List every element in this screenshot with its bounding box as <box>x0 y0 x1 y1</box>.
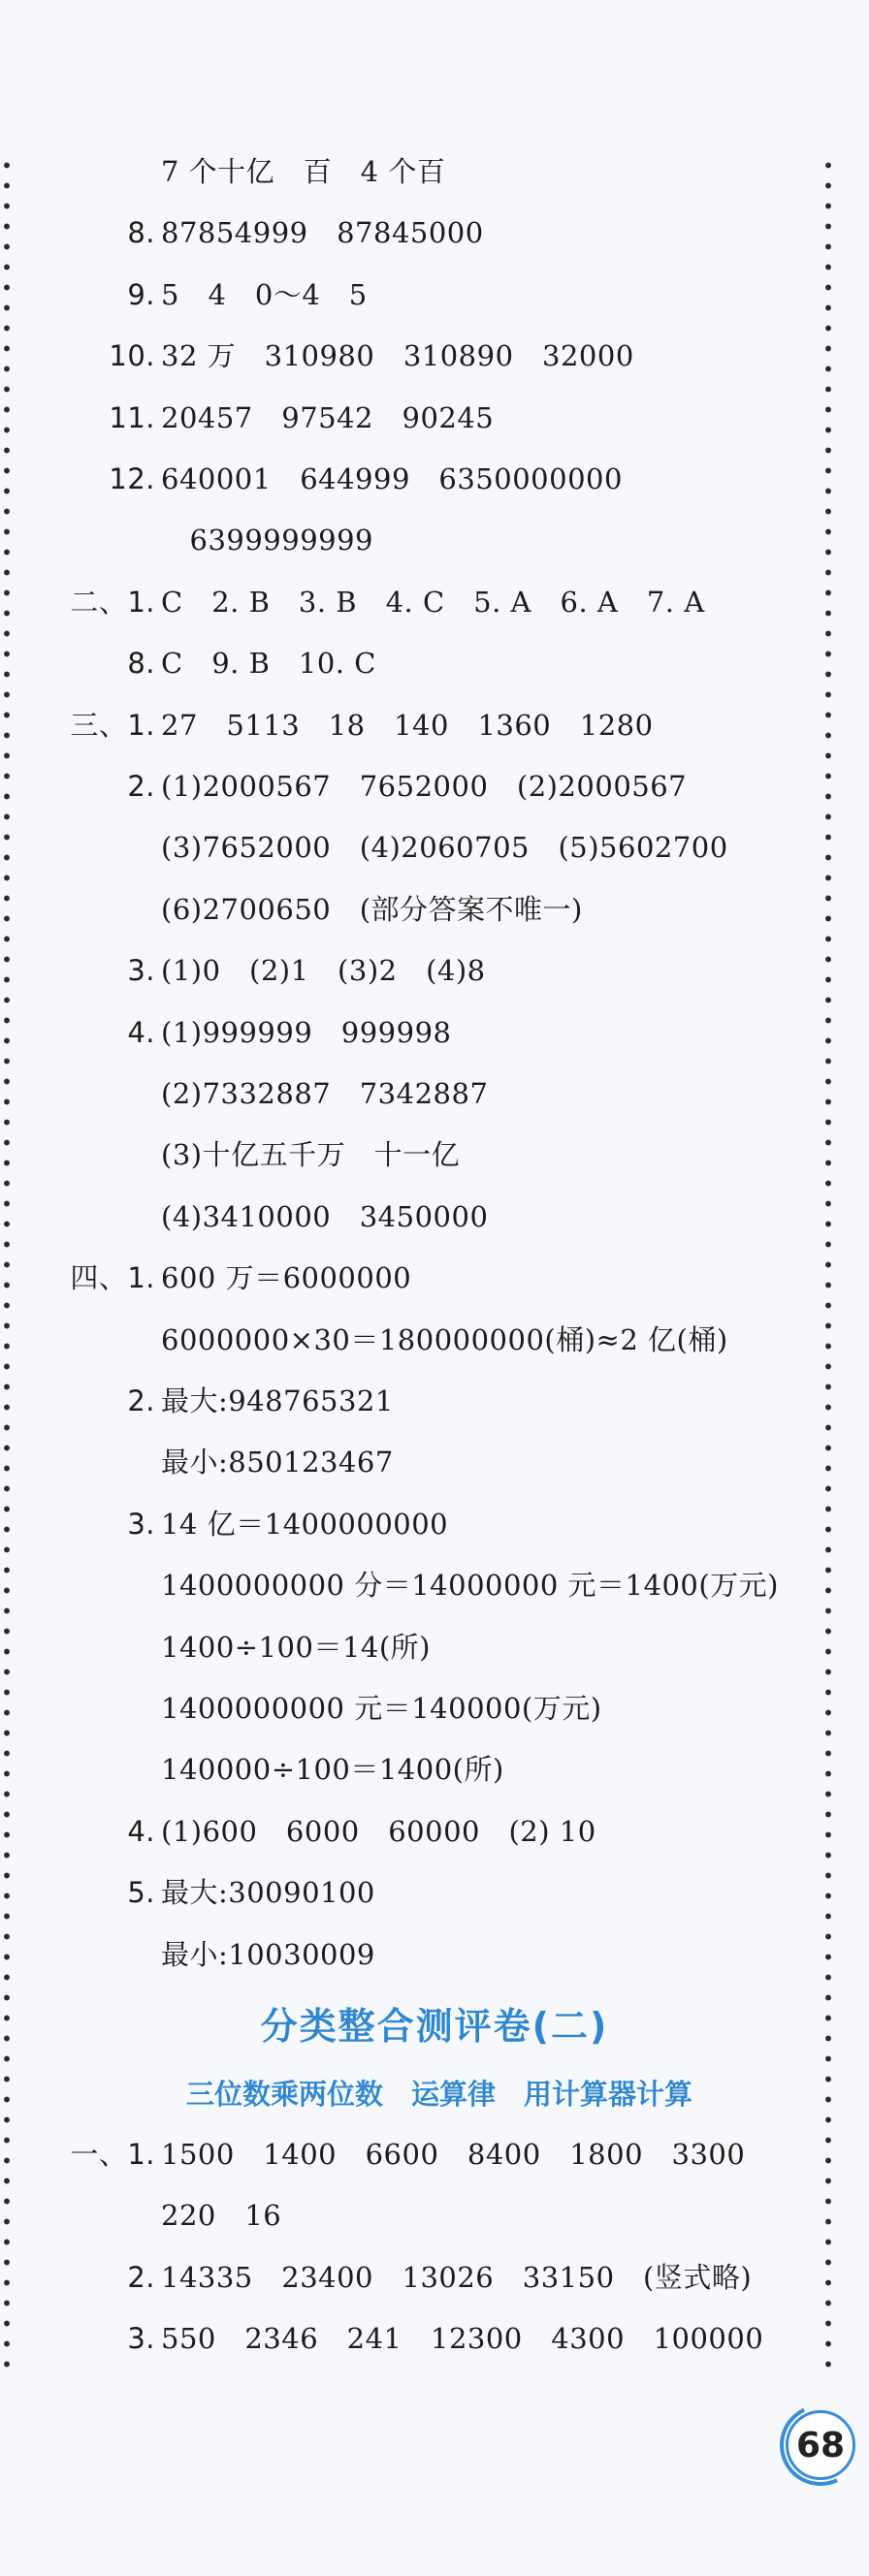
answer-line <box>0 2123 815 2185</box>
question-number: 4. <box>127 1015 155 1049</box>
answer-line <box>0 1063 815 1125</box>
answer-line <box>0 571 815 633</box>
answer-text: 14 亿＝1400000000 <box>161 1507 449 1541</box>
answer-line <box>0 1370 815 1432</box>
answer-text: 220 16 <box>161 2199 282 2233</box>
answer-line <box>0 1554 815 1616</box>
question-number: 4. <box>127 1814 155 1848</box>
answer-text: 600 万＝6000000 <box>161 1261 412 1295</box>
answer-text: 1500 1400 6600 8400 1800 3300 <box>161 2138 746 2171</box>
answer-text: 1400000000 分＝14000000 元＝1400(万元) <box>161 1569 779 1603</box>
answer-text: 87854999 87845000 <box>161 216 484 250</box>
answer-text: 640001 644999 6350000000 <box>161 462 623 495</box>
answer-text: (3)十亿五千万 十一亿 <box>161 1138 461 1172</box>
answer-line <box>0 1493 815 1555</box>
question-number: 四、1. <box>70 1261 155 1295</box>
answer-line <box>0 141 815 203</box>
question-number: 2. <box>127 770 155 803</box>
answer-text: 550 2346 241 12300 4300 100000 <box>161 2322 764 2356</box>
answer-line <box>0 632 815 694</box>
answer-text: 27 5113 18 140 1360 1280 <box>161 708 654 742</box>
question-number: 5. <box>127 1876 155 1910</box>
question-number: 12. <box>109 462 155 495</box>
answer-line <box>0 1309 815 1371</box>
question-number: 3. <box>127 954 155 988</box>
answer-line <box>0 878 815 940</box>
question-number: 8. <box>127 216 155 250</box>
answer-line <box>0 1186 815 1248</box>
question-number: 10. <box>109 339 155 373</box>
question-number: 2. <box>127 2260 155 2294</box>
answer-line <box>0 1800 815 1862</box>
answer-line <box>0 939 815 1002</box>
question-number: 2. <box>127 1384 155 1417</box>
answer-text: (3)7652000 (4)2060705 (5)5602700 <box>161 831 728 865</box>
answer-text: (2)7332887 7342887 <box>161 1077 489 1110</box>
answer-text: (1)600 6000 60000 (2) 10 <box>161 1814 596 1848</box>
answer-text: 最大:948765321 <box>161 1384 394 1417</box>
answer-text: (1)999999 999998 <box>161 1015 452 1049</box>
section-subtitle: 三位数乘两位数 运算律 用计算器计算 <box>185 2078 692 2111</box>
answer-text: (1)2000567 7652000 (2)2000567 <box>161 770 688 803</box>
answer-text: 5 4 0～4 5 <box>161 277 368 311</box>
answer-text: 1400÷100＝14(所) <box>161 1630 431 1664</box>
answer-line <box>0 1247 815 1309</box>
answer-line <box>0 202 815 264</box>
answer-text: C 2. B 3. B 4. C 5. A 6. A 7. A <box>161 585 705 619</box>
question-number: 3. <box>127 1507 155 1541</box>
section-title: 分类整合测评卷(二) <box>260 2005 609 2048</box>
page-number: 68 <box>786 2410 855 2480</box>
answer-line <box>0 755 815 817</box>
answer-line <box>0 1677 815 1739</box>
answer-line <box>0 816 815 878</box>
answer-line <box>0 387 815 449</box>
answer-line <box>0 1924 815 1986</box>
answer-line <box>0 2307 815 2369</box>
question-number: 3. <box>127 2322 155 2356</box>
answer-text: C 9. B 10. C <box>161 647 376 681</box>
answer-text: (6)2700650 (部分答案不唯一) <box>161 892 583 926</box>
answer-text: (4)3410000 3450000 <box>161 1199 489 1233</box>
answer-line <box>0 325 815 387</box>
answer-text: 6399999999 <box>161 524 374 557</box>
answer-text: 14335 23400 13026 33150 (竖式略) <box>161 2260 753 2294</box>
answer-line <box>0 1616 815 1678</box>
answer-line <box>0 1861 815 1924</box>
answer-text: 20457 97542 90245 <box>161 400 495 434</box>
answer-text: 32 万 310980 310890 32000 <box>161 339 634 373</box>
answer-text: 140000÷100＝1400(所) <box>161 1753 504 1787</box>
answer-text: 最小:850123467 <box>161 1446 394 1479</box>
question-number: 二、1. <box>70 585 155 619</box>
answer-line <box>0 1431 815 1493</box>
answer-line <box>0 694 815 756</box>
answer-line <box>0 509 815 571</box>
question-number: 9. <box>127 277 155 311</box>
answer-text: 最小:10030009 <box>161 1937 375 1971</box>
answer-text: 6000000×30＝180000000(桶)≈2 亿(桶) <box>161 1322 728 1356</box>
question-number: 11. <box>109 400 155 434</box>
answer-line <box>0 2184 815 2246</box>
answer-line <box>0 2246 815 2308</box>
answer-line <box>0 264 815 326</box>
question-number: 一、1. <box>70 2138 155 2171</box>
answer-text: 最大:30090100 <box>161 1876 375 1910</box>
answer-line <box>0 1002 815 1064</box>
answer-text: (1)0 (2)1 (3)2 (4)8 <box>161 954 486 988</box>
answer-text: 1400000000 元＝140000(万元) <box>161 1692 602 1725</box>
answer-line <box>0 1124 815 1186</box>
answer-text: 7 个十亿 百 4 个百 <box>161 155 446 188</box>
answer-line <box>0 448 815 510</box>
question-number: 三、1. <box>70 708 155 742</box>
answer-line <box>0 1738 815 1800</box>
question-number: 8. <box>127 647 155 681</box>
